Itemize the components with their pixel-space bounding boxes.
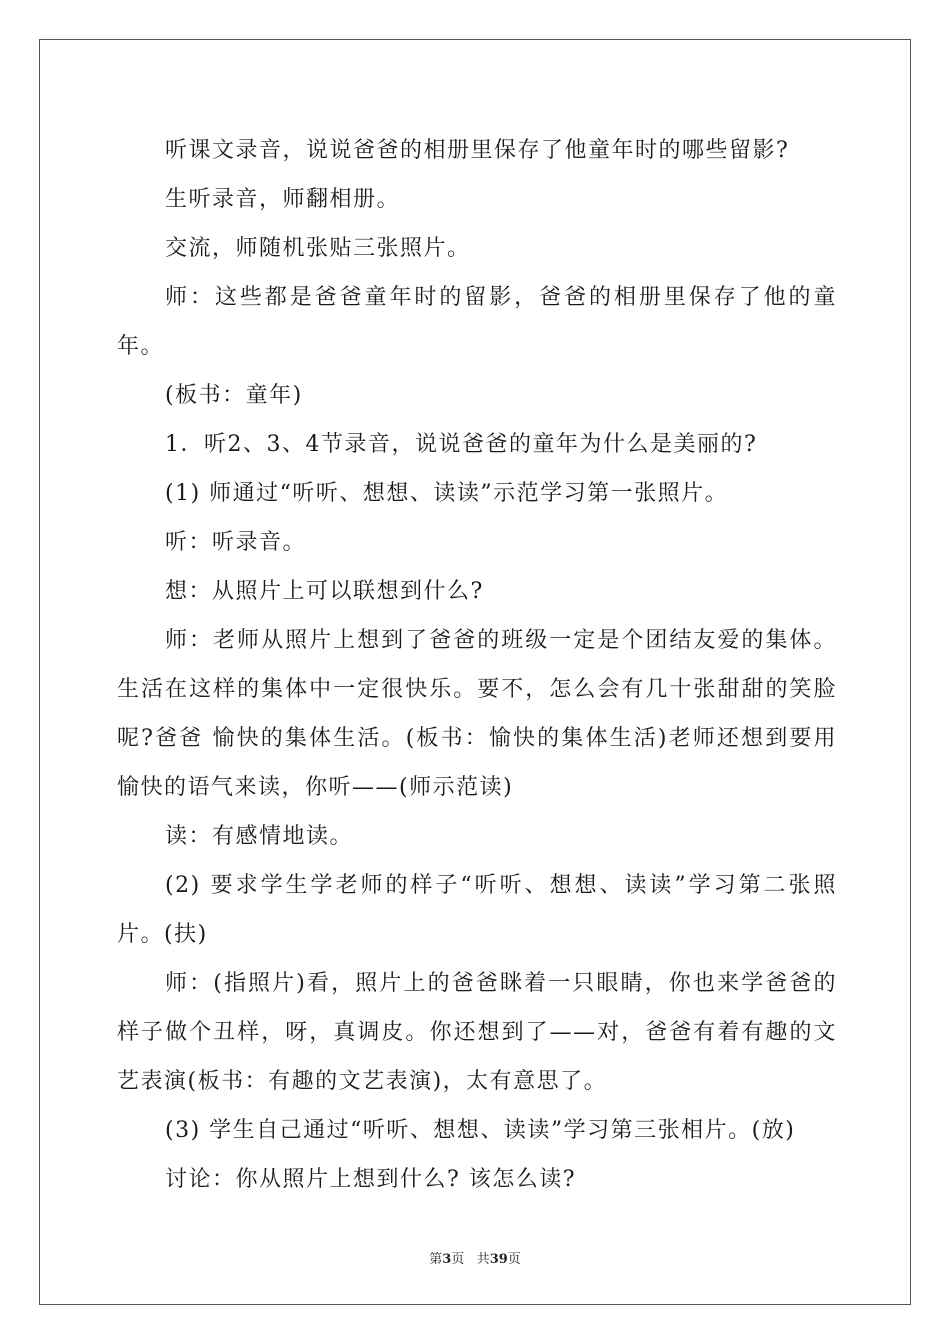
total-prefix: 共: [476, 1252, 490, 1267]
paragraph: 交流，师随机张贴三张照片。: [165, 236, 471, 261]
paragraph: 师：(指照片)看，照片上的爸爸眯着一只眼睛，你也来学爸爸的样子做个丑样，呀，真调皮。你还想到了——对，爸爸有着有趣的文艺表演(板书：有趣的文艺表演)，太有意思了。: [117, 971, 837, 1094]
paragraph: 讨论：你从照片上想到什么? 该怎么读?: [165, 1167, 577, 1192]
total-pages: 39: [489, 1252, 508, 1267]
page-prefix: 第: [429, 1252, 443, 1267]
document-body: [117, 126, 837, 1204]
page-footer: [0, 1248, 950, 1267]
total-suffix: 页: [507, 1252, 521, 1267]
paragraph: (2) 要求学生学老师的样子“听听、想想、读读”学习第二张照片。(扶): [117, 873, 837, 947]
paragraph: 读：有感情地读。: [165, 824, 354, 849]
paragraph: 生听录音，师翻相册。: [165, 187, 401, 212]
page-number: 3: [442, 1252, 452, 1267]
paragraph: (1) 师通过“听听、想想、读读”示范学习第一张照片。: [165, 481, 729, 506]
paragraph: 想：从照片上可以联想到什么?: [165, 579, 484, 604]
page-suffix: 页: [451, 1252, 465, 1267]
paragraph: (板书：童年): [165, 383, 303, 408]
paragraph: 师：这些都是爸爸童年时的留影，爸爸的相册里保存了他的童年。: [117, 285, 837, 359]
paragraph: 听课文录音，说说爸爸的相册里保存了他童年时的哪些留影?: [165, 138, 790, 163]
paragraph: (3) 学生自己通过“听听、想想、读读”学习第三张相片。(放): [165, 1118, 796, 1143]
paragraph: 听：听录音。: [165, 530, 307, 555]
paragraph: 1．听2、3、4节录音，说说爸爸的童年为什么是美丽的?: [165, 432, 758, 457]
paragraph: 师：老师从照片上想到了爸爸的班级一定是个团结友爱的集体。生活在这样的集体中一定很快乐。要不，怎么会有几十张甜甜的笑脸呢?爸爸 愉快的集体生活。(板书：愉快的集体生活)老师还想到要用愉快的语气来读，你听——(师示范读): [117, 628, 837, 800]
